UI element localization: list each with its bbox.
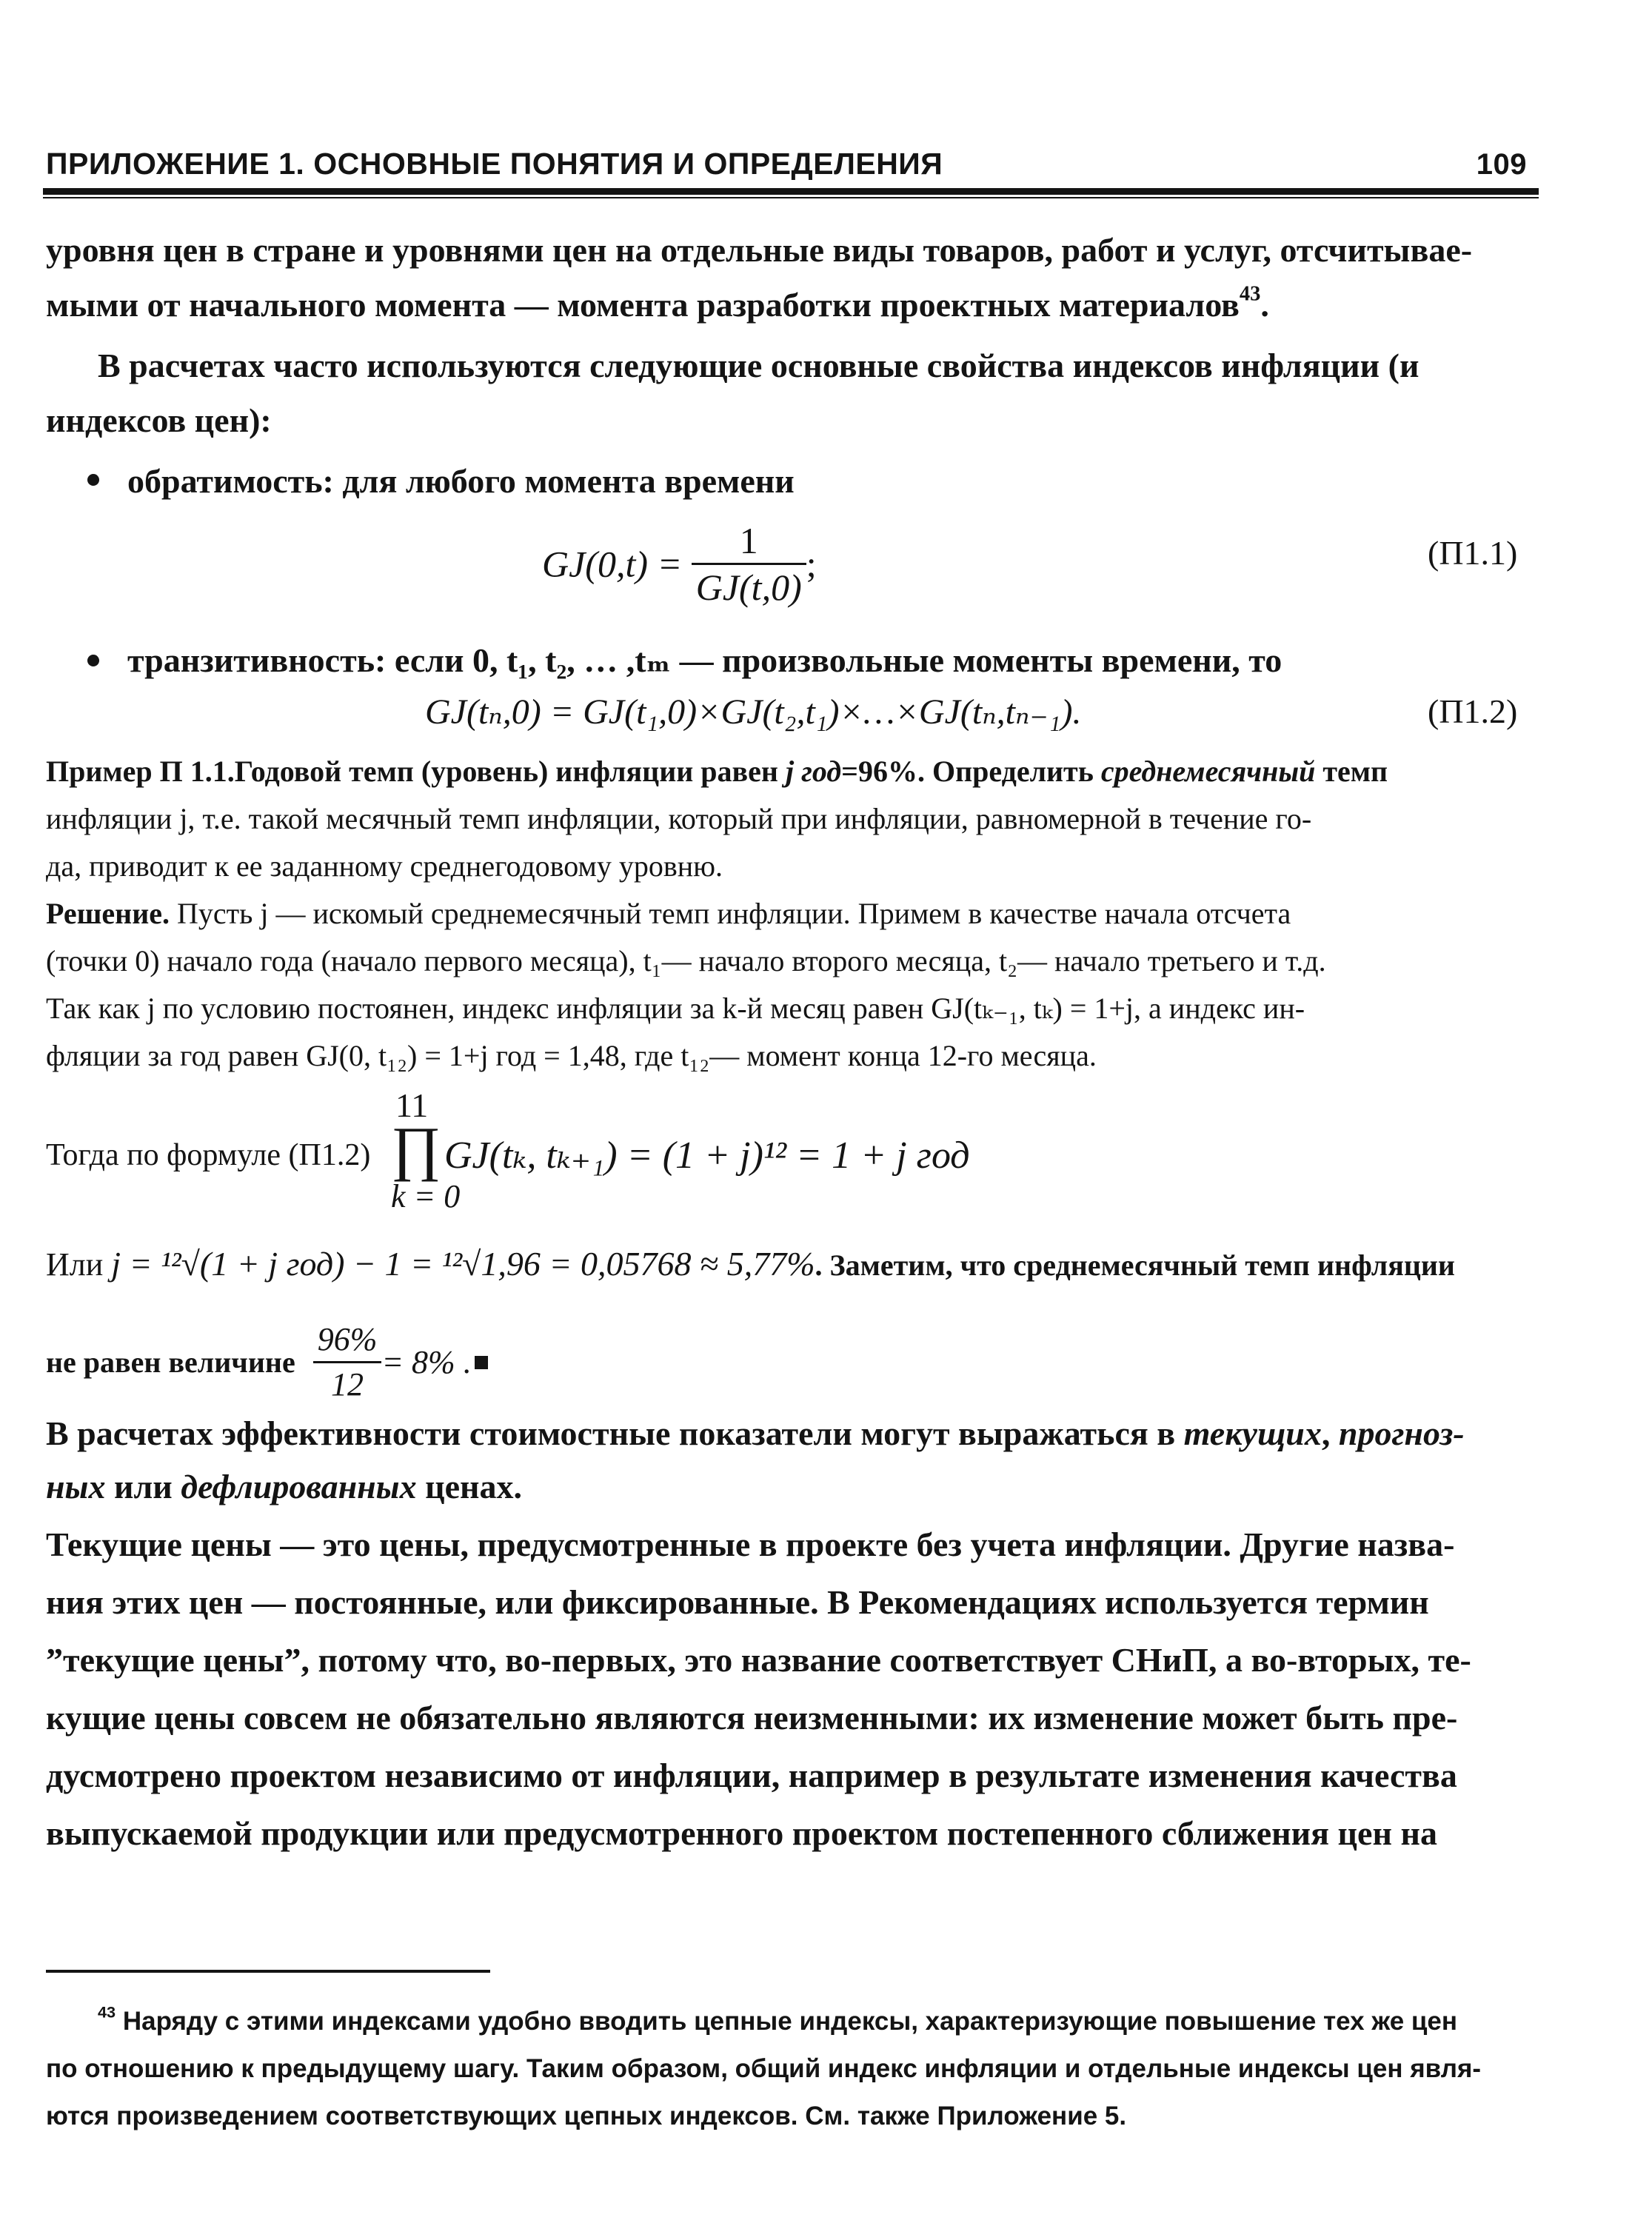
para3-em1: текущих <box>1183 1414 1322 1452</box>
example-lead: Пример П 1.1. <box>46 755 235 788</box>
para2-line1 <box>98 339 1419 392</box>
para1-line2 <box>46 278 1269 332</box>
example-line2: инфляции j, т.е. такой месячный темп инфляции, который при инфляции, равномерной в течение го- <box>46 802 1312 835</box>
not-equal-tail: = 8% . <box>381 1344 472 1380</box>
formula-p1-1 <box>542 518 817 609</box>
or-prefix: Или <box>46 1246 104 1283</box>
para3-em3: дефлированных <box>181 1468 417 1505</box>
para3-line1 <box>46 1407 1465 1460</box>
para4-line6: выпускаемой продукции или предусмотренного проектом постепенного сближения цен на <box>46 1814 1437 1852</box>
para3-line2-em: ных <box>46 1468 106 1505</box>
end-of-proof-square <box>475 1356 488 1369</box>
para4-line4: кущие цены совсем не обязательно являются неизменными: их изменение может быть пре- <box>46 1699 1458 1737</box>
para3-line2-a: или <box>105 1468 181 1505</box>
then-prefix: Тогда по формуле (П1.2) <box>46 1138 371 1172</box>
para4-line5: дусмотрено проектом независимо от инфляции, например в результате изменения качества <box>46 1757 1457 1794</box>
para3-line1-b: , <box>1321 1414 1339 1452</box>
not-equal-prefix: не равен величине <box>46 1346 295 1379</box>
footnote-mark: 43 <box>98 2002 116 2022</box>
solution-line3: Так как j по условию постоянен, индекс инфляции за k-й месяц равен GJ(tₖ₋₁, tₖ) = 1+j, а индекс ин- <box>46 992 1305 1025</box>
para1-line1 <box>46 224 1534 277</box>
eq-label-p1-1: (П1.1) <box>1428 534 1518 572</box>
or-tail: . Заметим, что среднемесячный темп инфляции <box>815 1249 1455 1282</box>
para3-line2 <box>46 1460 522 1514</box>
bullet1-text <box>127 455 795 508</box>
formula-p1-1-lhs: GJ(0,t) = <box>542 543 683 585</box>
footnote-ref[interactable]: 43 <box>1239 282 1261 306</box>
solution-line1 <box>46 890 1291 937</box>
not-equal-fraction <box>313 1318 382 1406</box>
formula-p1-2: GJ(tₙ,0) = GJ(t₁,0)×GJ(t₂,t₁)×…×GJ(tₙ,tₙ₋₁). <box>425 692 1082 732</box>
para3-line2-b: ценах. <box>416 1468 523 1505</box>
example-line1-c: темп <box>1315 755 1388 788</box>
not-equal-den: 12 <box>313 1361 382 1406</box>
para2-line1-text: В расчетах часто используются следующие основные свойства индексов инфляции (и <box>98 347 1419 384</box>
bullet-dot-2 <box>87 655 99 666</box>
bullet-dot-1 <box>87 474 99 486</box>
para4-line2: ния этих цен — постоянные, или фиксированные. В Рекомендациях используется термин <box>46 1583 1429 1621</box>
example-line1-b: =96%. Определить <box>841 755 1101 788</box>
footnote-line2: по отношению к предыдущему шагу. Таким образом, общий индекс инфляции и отдельные индексы цен явля- <box>46 2054 1482 2083</box>
formula-p1-1-tail: ; <box>806 543 817 585</box>
example-line3: да, приводит к ее заданному среднегодовому уровню. <box>46 849 723 883</box>
footnote-line3: ются произведением соответствующих цепных индексов. См. также Приложение 5. <box>46 2102 1127 2130</box>
example-line1 <box>46 748 1388 795</box>
para1-line1-text: уровня цен в стране и уровнями цен на отдельные виды товаров, работ и услуг, отсчитывае- <box>46 231 1473 269</box>
para4-line3: ”текущие цены”, потому что, во-первых, это название соответствует СНиП, а во-вторых, те- <box>46 1641 1471 1679</box>
not-equal-num: 96% <box>317 1321 378 1357</box>
bullet2-text <box>127 634 1282 687</box>
bullet2-text-span: транзитивность: если 0, t₁, t₂, … ,tₘ — произвольные моменты времени, то <box>127 641 1283 679</box>
para3-em2: прогноз- <box>1338 1414 1465 1452</box>
formula-p1-1-den: GJ(t,0) <box>692 563 806 609</box>
or-line <box>46 1244 1455 1283</box>
para1-line2-end: . <box>1260 286 1269 324</box>
solution-line4: фляции за год равен GJ(0, t₁₂) = 1+j год = 1,48, где t₁₂— момент конца 12-го месяца. <box>46 1039 1097 1072</box>
bullet1-text-span: обратимость: для любого момента времени <box>127 462 795 500</box>
solution-lead: Решение. <box>46 897 170 930</box>
para1-line2-text: мыми от начального момента — момента разработки проектных материалов <box>46 286 1240 324</box>
footnote-line1 <box>98 1998 1457 2045</box>
product-symbol: ∏ <box>391 1114 441 1182</box>
header-title: ПРИЛОЖЕНИЕ 1. ОСНОВНЫЕ ПОНЯТИЯ И ОПРЕДЕЛЕНИЯ <box>46 147 943 181</box>
formula-p1-1-fraction <box>692 518 806 609</box>
not-equal-line <box>46 1318 488 1406</box>
page-number: 109 <box>1476 148 1527 181</box>
or-formula: j = ¹²√(1 + j год) − 1 = ¹²√1,96 = 0,05768 ≈ 5,77% <box>111 1245 815 1283</box>
product-body: GJ(tₖ, tₖ₊₁) = (1 + j)¹² = 1 + j год <box>444 1134 970 1177</box>
para2-line2-text: индексов цен): <box>46 401 272 439</box>
example-j-year: j год <box>785 755 842 788</box>
product-lower-limit: k = 0 <box>391 1178 461 1214</box>
solution-line1-text: Пусть j — искомый среднемесячный темп инфляции. Примем в качестве начала отсчета <box>170 897 1291 930</box>
solution-line2: (точки 0) начало года (начало первого месяца), t₁— начало второго месяца, t₂— начало третьего и т.д. <box>46 944 1326 977</box>
header-rule <box>43 188 1539 195</box>
header-rule-thin <box>43 197 1539 198</box>
footnote-rule <box>46 1970 490 1973</box>
example-line1-a: Годовой темп (уровень) инфляции равен <box>234 755 786 788</box>
footnote-line1-text: Наряду с этими индексами удобно вводить цепные индексы, характеризующие повышение тех же цен <box>116 2007 1458 2036</box>
formula-p1-1-num: 1 <box>739 520 758 561</box>
running-header <box>46 141 1534 185</box>
para4-line1: Текущие цены — это цены, предусмотренные в проекте без учета инфляции. Другие назва- <box>46 1525 1455 1563</box>
para2-line2 <box>46 394 272 447</box>
eq-label-p1-2: (П1.2) <box>1428 692 1518 730</box>
product-upper-limit: 11 <box>395 1086 429 1124</box>
example-emph: среднемесячный <box>1100 755 1316 788</box>
para3-line1-a: В расчетах эффективности стоимостные показатели могут выражаться в <box>46 1414 1184 1452</box>
